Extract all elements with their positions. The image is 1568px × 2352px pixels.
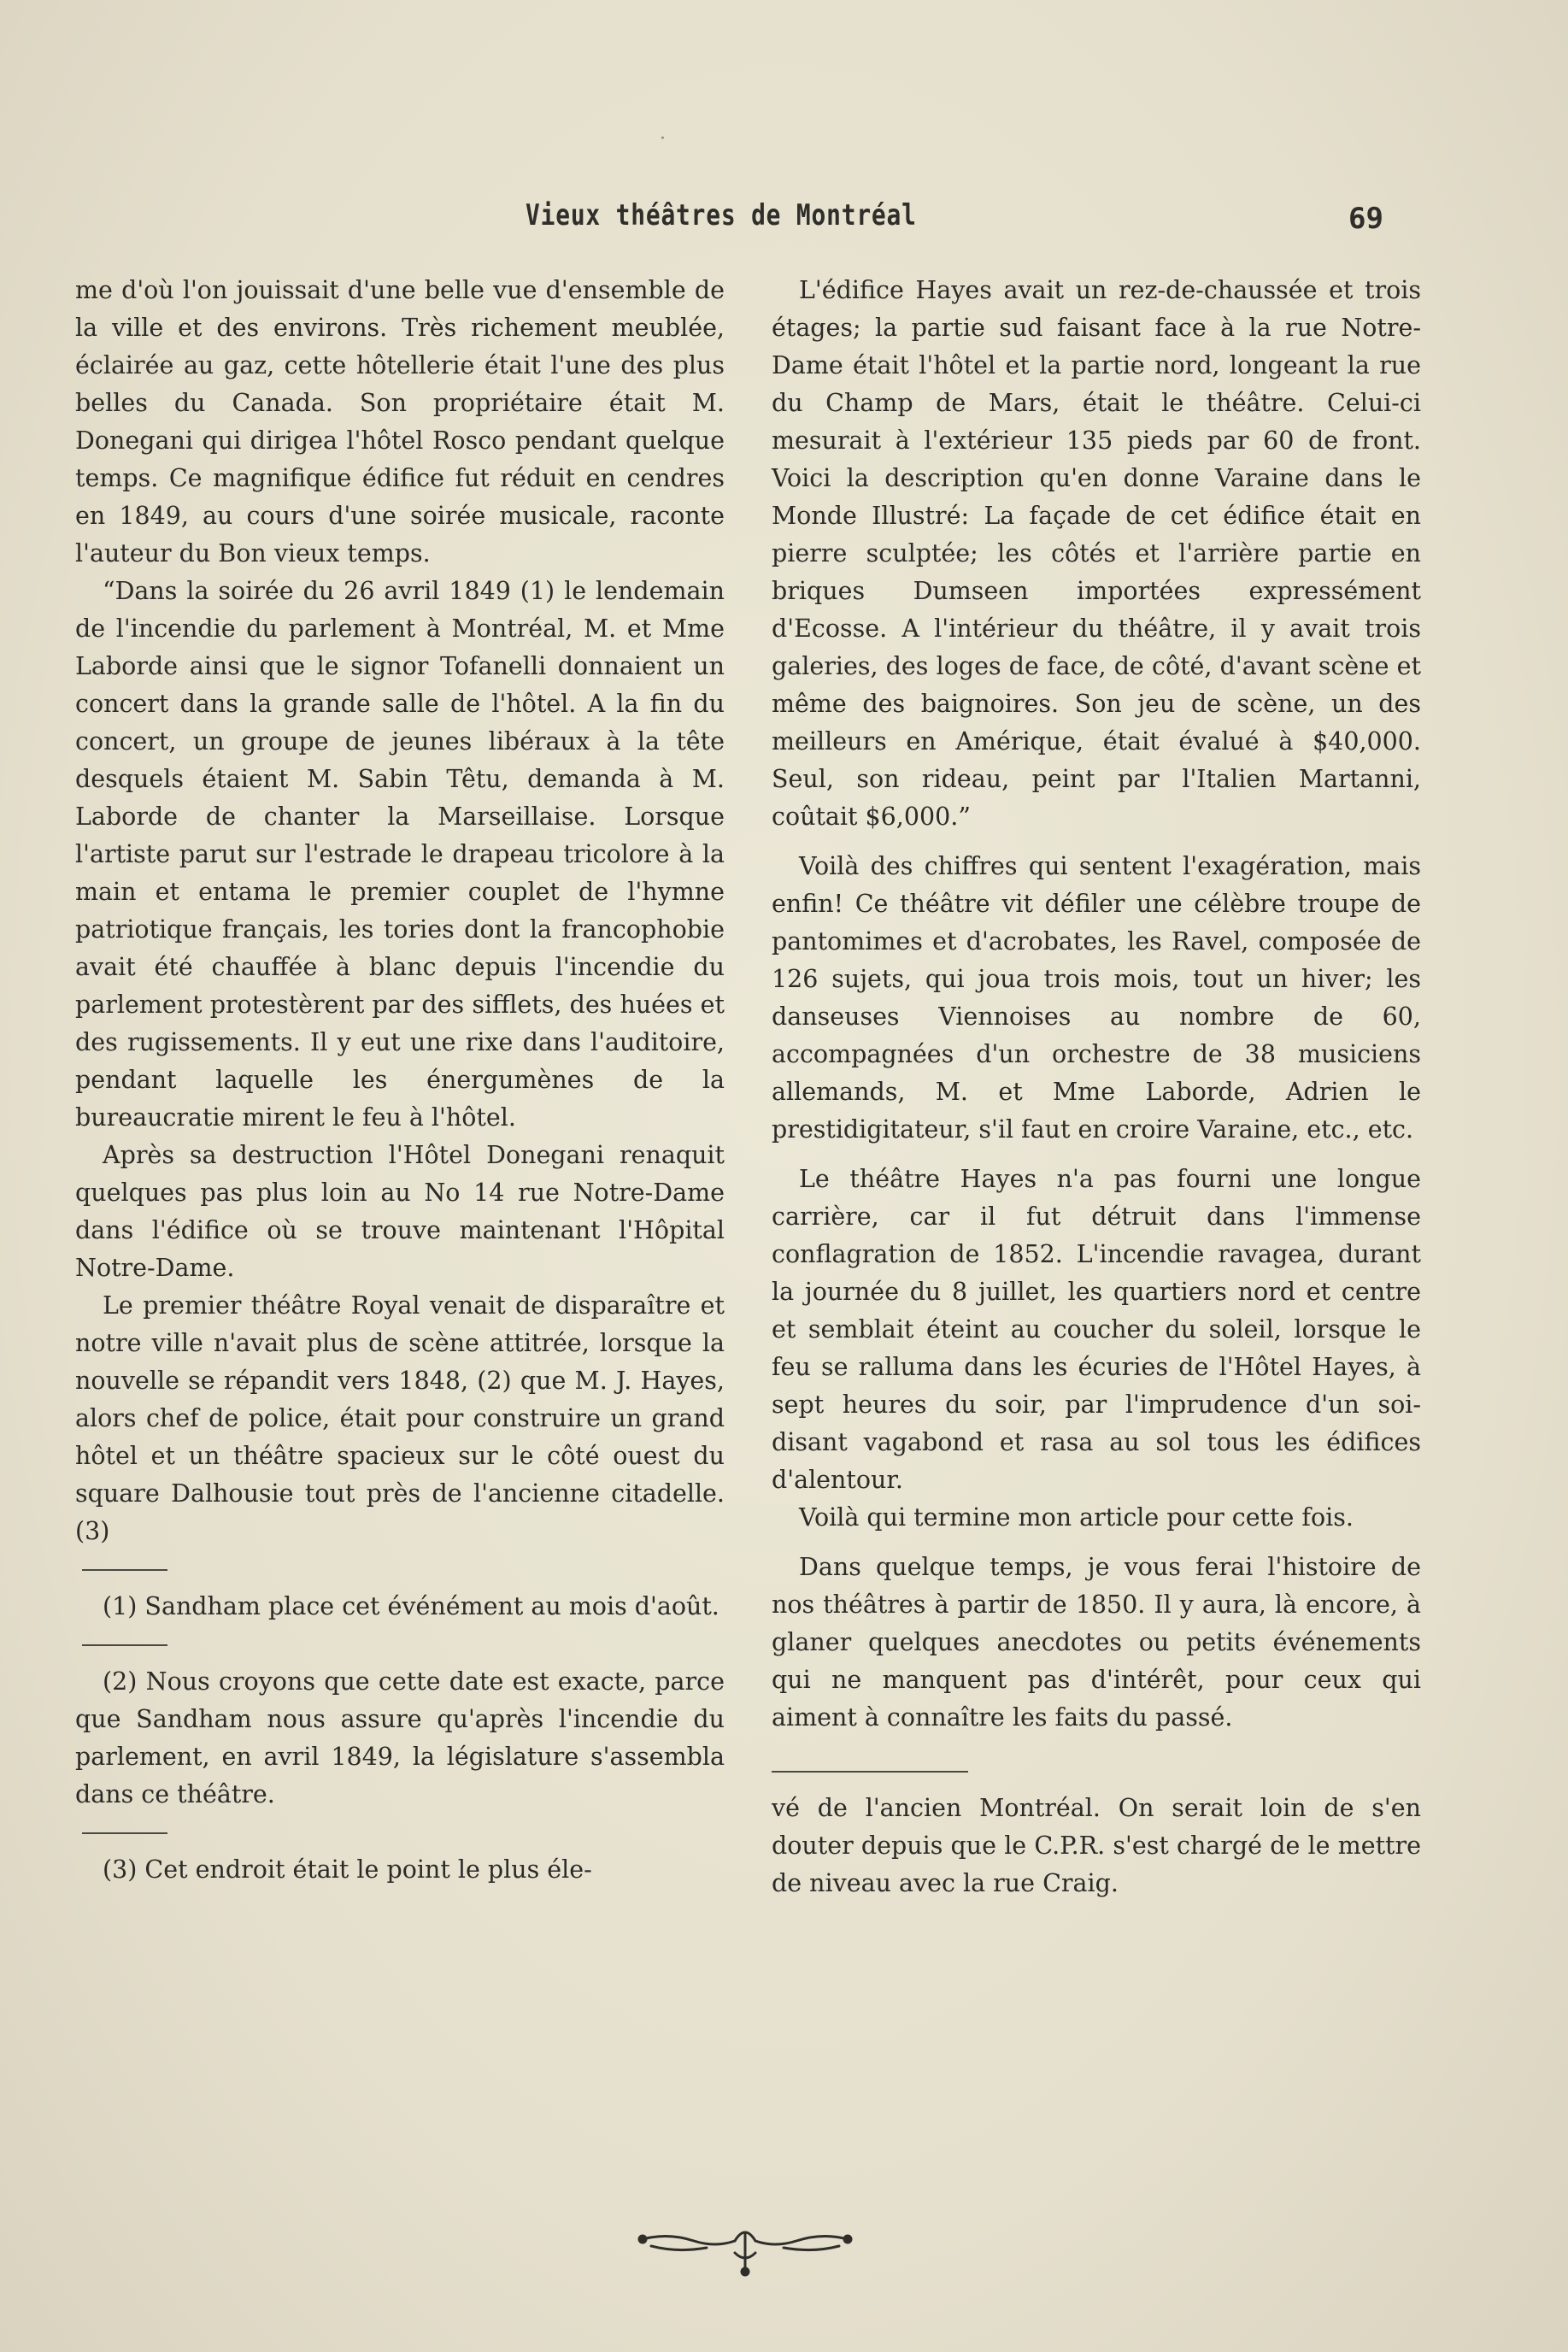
footnote-divider xyxy=(82,1832,167,1834)
paragraph: Dans quelque temps, je vous ferai l'histoire de nos théâtres à partir de 1850. Il y aura, là encore, à glaner quelques anecdotes ou petits événements qui ne manquent pas d'intérêt, pour ceux qui aiment à connaître les faits du passé. xyxy=(772,1553,1421,1732)
paragraph: L'édifice Hayes avait un rez-de-chaussée et trois étages; la partie sud faisant face à la rue Notre-Dame était l'hôtel et la partie nord, longeant la rue du Champ de Mars, était le théâtre. Celui-ci mesurait à l'extérieur 135 pieds par 60 de front. Voici la description qu'en donne Varaine dans le Monde Illustré: La façade de cet édifice était en pierre sculptée; les côtés et l'arrière partie en briques Dumseen importées expressément d'Ecosse. A l'intérieur du théâtre, il y avait trois galeries, des loges de face, de côté, d'avant scène et même des baignoires. Son jeu de scène, un des meilleurs en Amérique, était évalué à $40,000. Seul, son rideau, peint par l'Italien Martanni, coûtait $6,000.” xyxy=(772,276,1421,831)
paragraph: Voilà des chiffres qui sentent l'exagération, mais enfin! Ce théâtre vit défiler une célèbre troupe de pantomimes et d'acrobates, les Ravel, composée de 126 sujets, qui joua trois mois, tout un hiver; les danseuses Viennoises au nombre de 60, accompagnées d'un orchestre de 38 musiciens allemands, M. et Mme Laborde, Adrien le prestidigitateur, s'il faut en croire Varaine, etc., etc. xyxy=(772,852,1421,1144)
footnote-continuation: vé de l'ancien Montréal. On serait loin de s'en douter depuis que le C.P.R. s'est chargé de le mettre de niveau avec la rue Craig. xyxy=(772,1794,1421,1897)
right-column xyxy=(772,272,1421,1902)
footnote: (2) Nous croyons que cette date est exacte, parce que Sandham nous assure qu'après l'incendie du parlement, en avril 1849, la législature s'assembla dans ce théâtre. xyxy=(75,1667,725,1808)
paragraph: me d'où l'on jouissait d'une belle vue d'ensemble de la ville et des environs. Très richement meublée, éclairée au gaz, cette hôtellerie était l'une des plus belles du Canada. Son propriétaire était M. Donegani qui dirigea l'hôtel Rosco pendant quelque temps. Ce magnifique édifice fut réduit en cendres en 1849, au cours d'une soirée musicale, raconte l'auteur du Bon vieux temps. xyxy=(75,276,725,567)
footnote-divider xyxy=(82,1644,167,1646)
left-column xyxy=(75,272,725,1889)
running-header xyxy=(0,198,1568,241)
footnote-divider xyxy=(82,1569,167,1571)
paragraph: Après sa destruction l'Hôtel Donegani renaquit quelques pas plus loin au No 14 rue Notre-Dame dans l'édifice où se trouve maintenant l'Hôpital Notre-Dame. xyxy=(75,1141,725,1282)
flourish-ornament-icon xyxy=(634,2215,856,2284)
footnote: (3) Cet endroit était le point le plus éle- xyxy=(103,1855,592,1884)
paragraph: Voilà qui termine mon article pour cette fois. xyxy=(799,1503,1354,1532)
page-number: 69 xyxy=(1348,202,1383,236)
paragraph: Le premier théâtre Royal venait de disparaître et notre ville n'avait plus de scène attitrée, lorsque la nouvelle se répandit vers 1848, (2) que M. J. Hayes, alors chef de police, était pour construire un grand hôtel et un théâtre spacieux sur le côté ouest du square Dalhousie tout près de l'ancienne citadelle. (3) xyxy=(75,1291,725,1545)
footnote-divider xyxy=(772,1771,968,1773)
page-title: Vieux théâtres de Montréal xyxy=(526,198,917,232)
paragraph: “Dans la soirée du 26 avril 1849 (1) le lendemain de l'incendie du parlement à Montréal, M. et Mme Laborde ainsi que le signor Tofanelli donnaient un concert dans la grande salle de l'hôtel. A la fin du concert, un groupe de jeunes libéraux à la tête desquels étaient M. Sabin Têtu, demanda à M. Laborde de chanter la Marseillaise. Lorsque l'artiste parut sur l'estrade le drapeau tricolore à la main et entama le premier couplet de l'hymne patriotique français, les tories dont la francophobie avait été chauffée à blanc depuis l'incendie du parlement protestèrent par des sifflets, des huées et des rugissements. Il y eut une rixe dans l'auditoire, pendant laquelle les énergumènes de la bureaucratie mirent le feu à l'hôtel. xyxy=(75,577,725,1132)
footnote: (1) Sandham place cet événément au mois d'août. xyxy=(103,1592,719,1620)
paragraph: Le théâtre Hayes n'a pas fourni une longue carrière, car il fut détruit dans l'immense conflagration de 1852. L'incendie ravagea, durant la journée du 8 juillet, les quartiers nord et centre et semblait éteint au coucher du soleil, lorsque le feu se ralluma dans les écuries de l'Hôtel Hayes, à sept heures du soir, par l'imprudence d'un soi-disant vagabond et rasa au sol tous les édifices d'alentour. xyxy=(772,1165,1421,1494)
speck-mark: · xyxy=(660,128,666,150)
